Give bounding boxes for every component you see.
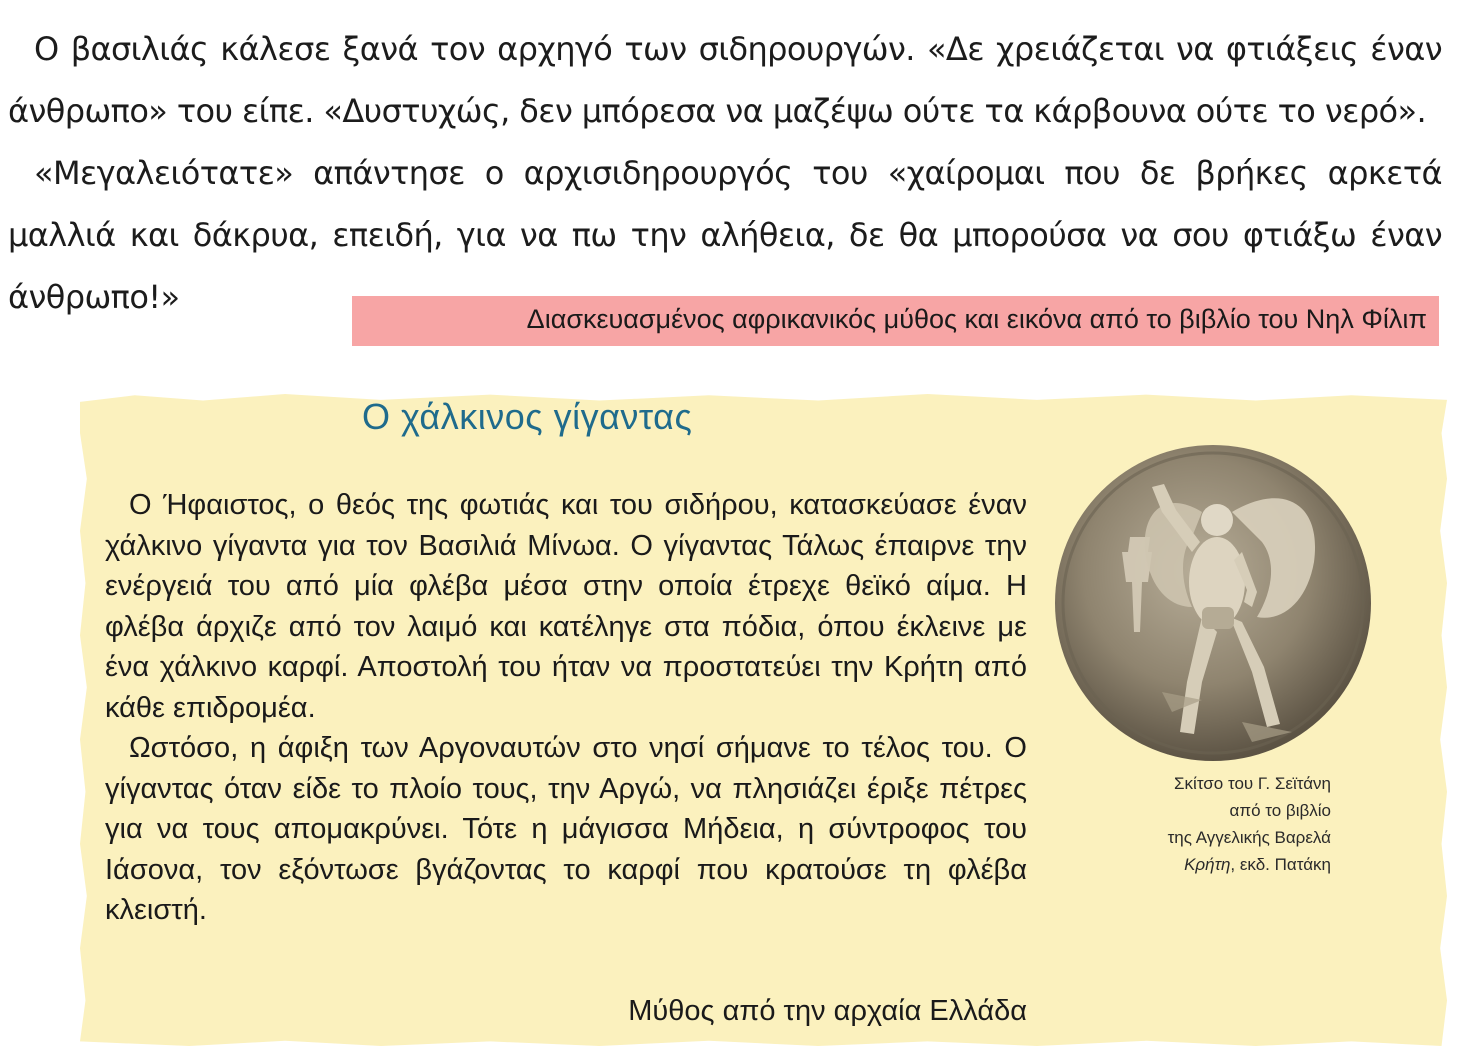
caption-publisher: , εκδ. Πατάκη: [1230, 855, 1331, 874]
story-text: [8, 18, 1442, 328]
caption-book-title: Κρήτη: [1184, 855, 1231, 874]
story-source-strip: [352, 296, 1439, 346]
caption-line: της Αγγελικής Βαρελά: [1167, 828, 1331, 847]
caption-line: Σκίτσο του Γ. Σεϊτάνη: [1174, 774, 1331, 793]
story-source: Διασκευασμένος αφρικανικός μύθος και εικόνα από το βιβλίο του Νηλ Φίλιπ: [526, 304, 1427, 334]
winged-figure-coin-icon: [1052, 442, 1374, 764]
image-caption: [1071, 770, 1331, 878]
myth-text: [105, 485, 1027, 931]
story-paragraph: Ο βασιλιάς κάλεσε ξανά τον αρχηγό των σιδηρουργών. «Δε χρειάζεται να φτιάξεις έναν άνθρωπο» του είπε. «Δυστυχώς, δεν μπόρεσα να μαζέψω ούτε τα κάρβουνα ούτε το νερό».: [8, 30, 1442, 130]
myth-paragraph: Ωστόσο, η άφιξη των Αργοναυτών στο νησί σήμανε το τέλος του. Ο γίγαντας όταν είδε το πλοίο τους, την Αργώ, να πλησιάζει έριξε πέτρες για να τους απομακρύνει. Τότε η μάγισσα Μήδεια, η σύντροφος του Ιάσονα, τον εξόντωσε βγάζοντας το καρφί που κρατούσε τη φλέβα κλειστή.: [105, 732, 1027, 926]
box-title: Ο χάλκινος γίγαντας: [362, 396, 693, 437]
myth-source: Μύθος από την αρχαία Ελλάδα: [628, 995, 1027, 1027]
caption-line: [1071, 851, 1331, 878]
story-paragraph: «Μεγαλειότατε» απάντησε ο αρχισιδηρουργός του «χαίρομαι που δε βρήκες αρκετά μαλλιά και δάκρυα, επειδή, για να πω την αλήθεια, δε θα μπορούσα να σου φτιάξω έναν άνθρωπο!»: [8, 154, 1442, 316]
myth-paragraph: Ο Ήφαιστος, ο θεός της φωτιάς και του σιδήρου, κατασκεύασε έναν χάλκινο γίγαντα για τον Βασιλιά Μίνωα. Ο γίγαντας Τάλως έπαιρνε την ενέργειά του από μία φλέβα μέσα στην οποία έτρεχε θεϊκό αίμα. Η φλέβα άρχιζε από τον λαιμό και κατέληγε στα πόδια, όπου έκλεινε με ένα χάλκινο καρφί. Αποστολή του ήταν να προστατεύει την Κρήτη από κάθε επιδρομέα.: [105, 489, 1027, 724]
caption-line: από το βιβλίο: [1229, 801, 1331, 820]
